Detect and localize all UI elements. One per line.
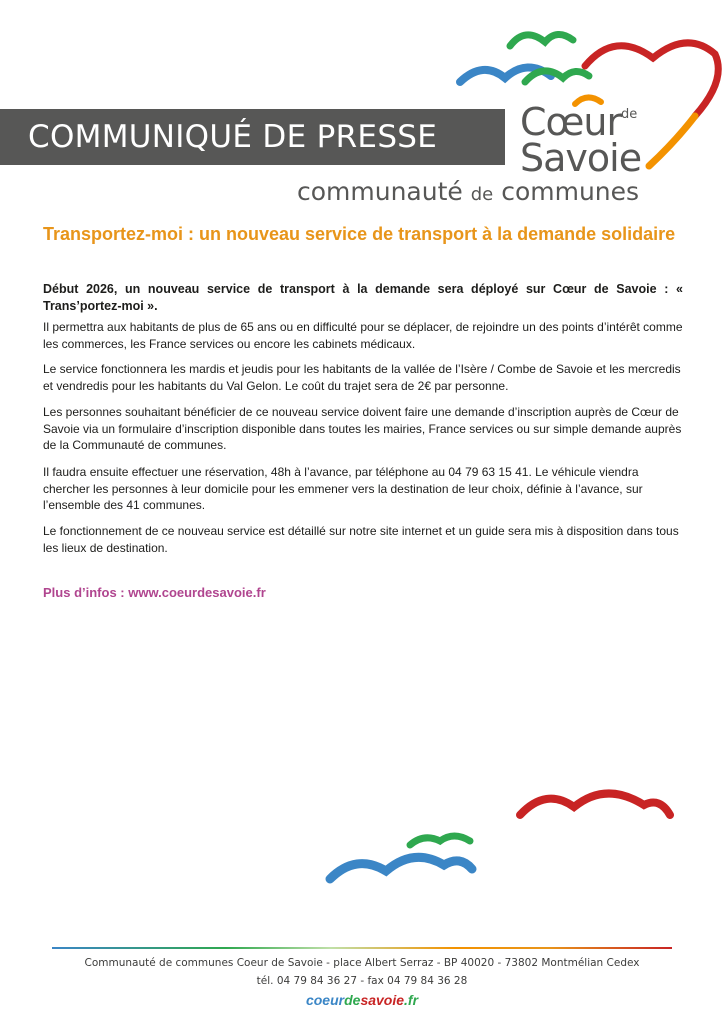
article-paragraph: Il faudra ensuite effectuer une réservation, 48h à l’avance, par téléphone au 04 79 63 15 41. Le véhicule viendra chercher les personnes à leur domicile pour les emmener vers la destination de leur choix, définie à l’avance, sur l’ensemble des 41 communes. — [43, 465, 643, 512]
more-info-label: Plus d’infos : — [43, 585, 125, 600]
press-release-title: COMMUNIQUÉ DE PRESSE — [28, 119, 438, 155]
article-headline: Transportez-moi : un nouveau service de transport à la demande solidaire — [43, 224, 676, 244]
logo-subtitle — [297, 177, 639, 206]
logo-sub-de: de — [470, 184, 494, 205]
footer-phone: tél. 04 79 84 36 27 - fax 04 79 84 36 28 — [256, 975, 468, 987]
footer-site-part: savoie — [360, 992, 405, 1008]
footer-divider — [52, 947, 672, 949]
article-paragraph: Il permettra aux habitants de plus de 65 ans ou en difficulté pour se déplacer, de rejoindre un des points d’intérêt comme les commerces, les France services ou encore les cabinets médicaux. — [43, 320, 683, 351]
article-paragraph: Les personnes souhaitant bénéficier de ce nouveau service doivent faire une demande d’inscription auprès de Cœur de Savoie via un formulaire d’inscription disponible dans toutes les mairies, France services ou sur simple demande auprès de la Communauté de communes. — [43, 405, 682, 452]
article-paragraph: Le service fonctionnera les mardis et jeudis pour les habitants de la vallée de l’Isère / Combe de Savoie et les mercredis et vendredis pour les habitants du Val Gelon. Le coût du trajet sera de 2€ par personne. — [43, 362, 681, 393]
more-info-link[interactable]: www.coeurdesavoie.fr — [128, 585, 266, 600]
logo-sub-communaute: communauté — [297, 177, 463, 206]
logo-coeur-text: Cœur — [520, 100, 622, 144]
footer-site-part: .fr — [404, 992, 419, 1008]
article-paragraph: Le fonctionnement de ce nouveau service est détaillé sur notre site internet et un guide sera mis à disposition dans tous les lieux de destination. — [43, 524, 679, 555]
logo-sub-communes: communes — [501, 177, 640, 206]
logo-de-text: de — [621, 107, 638, 122]
footer-site-part: de — [344, 992, 361, 1008]
footer-address: Communauté de communes Coeur de Savoie - place Albert Serraz - BP 40020 - 73802 Montmélian Cedex — [84, 957, 640, 969]
footer-site-part: coeur — [305, 992, 345, 1008]
article-lead: Début 2026, un nouveau service de transport à la demande sera déployé sur Cœur de Savoie : « Trans’portez-moi ». — [43, 282, 683, 313]
footer-website[interactable] — [52, 992, 672, 1008]
more-info-line — [43, 585, 266, 600]
footer-arcs-graphic — [320, 775, 700, 895]
logo-savoie-text: Savoie — [520, 136, 642, 180]
